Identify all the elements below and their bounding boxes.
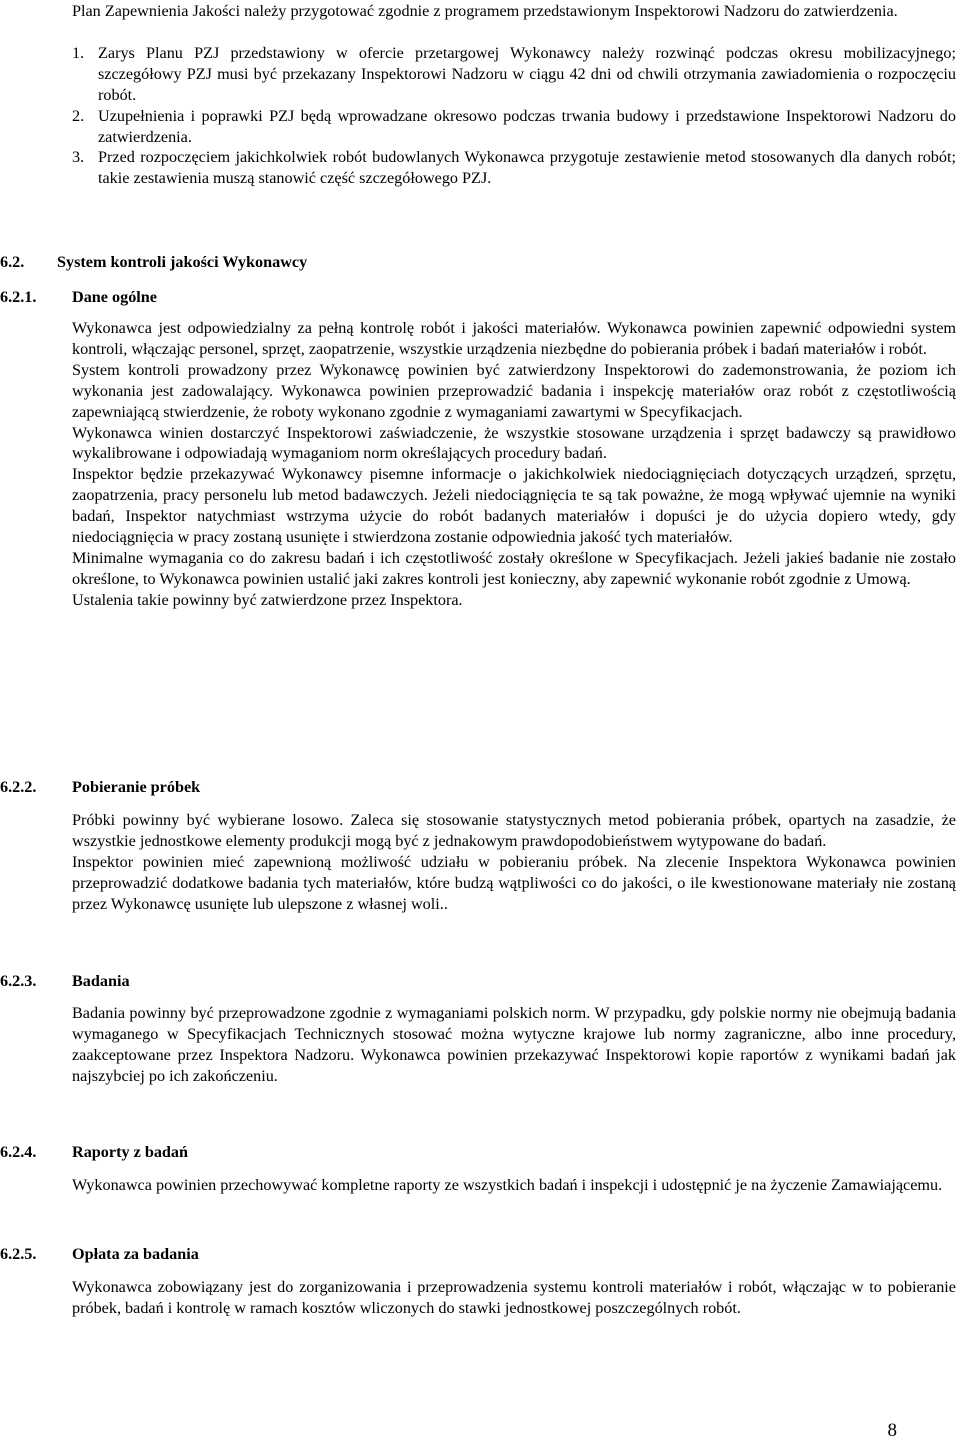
paragraph: System kontroli prowadzony przez Wykonawcę powinien być zatwierdzony Inspektorowi do zademonstrowania, że poziom ich wykonania jest zadowalający. Wykonawca powinien przeprowadzić badania i inspekcję materiałów oraz robót z częstotliwością zapewniającą stwierdzenie, że roboty wykonano zgodnie z wymaganiami zawartymi w Specyfikacjach. — [72, 360, 956, 421]
section-heading-6-2-5 — [0, 1244, 900, 1265]
section-body-6-2-4 — [72, 1175, 956, 1196]
section-heading-6-2-2 — [0, 777, 900, 798]
section-number: 6.2.1. — [0, 288, 37, 306]
paragraph: Minimalne wymagania co do zakresu badań i ich częstotliwość zostały określone w Specyfikacjach. Jeżeli jakieś badanie nie zostało określone, to Wykonawca powinien ustalić jaki zakres kontroli jest konieczny, aby zapewnić wykonanie robót zgodnie z Umową. — [72, 548, 956, 588]
paragraph: Inspektor powinien mieć zapewnioną możliwość udziału w pobieraniu próbek. Na zlecenie Inspektora Wykonawca powinien przeprowadzić dodatkowe badania tych materiałów, które budzą wątpliwości co do jakości, o ile kwestionowane materiały nie zostaną przez Wykonawcę usunięte lub ulepszone z własnej woli.. — [72, 852, 956, 913]
section-body-6-2-1 — [72, 318, 956, 611]
list-item-text: Przed rozpoczęciem jakichkolwiek robót budowlanych Wykonawca przygotuje zestawienie metod stosowanych dla danych robót; takie zestawienia muszą stanowić część szczegółowego PZJ. — [98, 148, 956, 188]
list-item — [72, 106, 956, 148]
paragraph: Wykonawca jest odpowiedzialny za pełną kontrolę robót i jakości materiałów. Wykonawca powinien zapewnić odpowiedni system kontroli, włączając personel, sprzęt, zaopatrzenie, wszystkie urządzenia niezbędne do pobierania próbek i badań materiałów i robót. — [72, 319, 956, 358]
paragraph: Wykonawca powinien przechowywać kompletne raporty ze wszystkich badań i inspekcji i udostępnić je na życzenie Zamawiającemu. — [72, 1176, 943, 1194]
section-title: Pobieranie próbek — [72, 778, 201, 796]
section-number: 6.2. — [0, 253, 25, 271]
section-number: 6.2.2. — [0, 778, 37, 796]
section-title: Opłata za badania — [72, 1245, 199, 1263]
section-body-6-2-5 — [72, 1277, 956, 1319]
section-number: 6.2.4. — [0, 1143, 37, 1161]
section-title: Dane ogólne — [72, 288, 157, 306]
paragraph: Inspektor będzie przekazywać Wykonawcy pisemne informacje o jakichkolwiek niedociągnięciach dotyczących urządzeń, sprzętu, zaopatrzenia, pracy personelu lub metod badawczych. Jeżeli niedociągnięcia te są tak poważne, że mogą wpływać ujemnie na wyniki badań, Inspektor natychmiast wstrzyma użycie do robót badanych materiałów i dopuści je do użycia dopiero wtedy, gdy niedociągnięcia w pracy zostaną usunięte i stwierdzona zostanie odpowiednia jakość tych materiałów. — [72, 465, 956, 547]
paragraph: Ustalenia takie powinny być zatwierdzone przez Inspektora. — [72, 590, 463, 609]
section-heading-6-2-1 — [0, 287, 900, 308]
section-heading-6-2-3 — [0, 971, 900, 992]
list-item-number: 3. — [72, 148, 85, 167]
paragraph: Badania powinny być przeprowadzone zgodnie z wymaganiami polskich norm. W przypadku, gdy polskie normy nie obejmują badania wymaganego w Specyfikacjach Technicznych stosować można wytyczne krajowe lub normy zagraniczne, albo inne procedury, zaakceptowane przez Inspektora Nadzoru. Wykonawca powinien przekazywać Inspektorowi kopie raportów z wynikami badań jak najszybciej po ich zakończeniu. — [72, 1004, 956, 1085]
paragraph: Próbki powinny być wybierane losowo. Zaleca się stosowanie statystycznych metod pobierania próbek, opartych na zasadzie, że wszystkie jednostkowe elementy produkcji mogą być z jednakowym prawdopodobieństwem wytypowane do badań. — [72, 811, 956, 850]
pzj-list — [72, 43, 956, 189]
page-number: 8 — [887, 1420, 897, 1441]
list-item — [72, 147, 956, 189]
section-body-6-2-3 — [72, 1003, 956, 1087]
section-number: 6.2.5. — [0, 1245, 37, 1263]
section-title: Badania — [72, 972, 130, 990]
intro-paragraph: Plan Zapewnienia Jakości należy przygotować zgodnie z programem przedstawionym Inspektorowi Nadzoru do zatwierdzenia. — [72, 2, 898, 20]
paragraph: Wykonawca winien dostarczyć Inspektorowi zaświadczenie, że wszystkie stosowane urządzenia i sprzęt badawczy są prawidłowo wykalibrowane i odpowiadają wymaganiom norm określających procedury badań. — [72, 423, 956, 463]
list-item-text: Uzupełnienia i poprawki PZJ będą wprowadzane okresowo podczas trwania budowy i przedstawione Inspektorowi Nadzoru do zatwierdzenia. — [98, 106, 956, 146]
section-title: Raporty z badań — [72, 1143, 189, 1161]
section-body-6-2-2 — [72, 810, 956, 915]
list-item-text: Zarys Planu PZJ przedstawiony w ofercie przetargowej Wykonawcy należy rozwinąć podczas okresu mobilizacyjnego; szczegółowy PZJ musi być przekazany Inspektorowi Nadzoru w ciągu 42 dni od chwili otrzymania zawiadomienia o rozpoczęciu robót. — [98, 44, 956, 104]
list-item-number: 1. — [72, 44, 85, 62]
section-number: 6.2.3. — [0, 972, 37, 990]
list-item — [72, 43, 956, 106]
paragraph: Wykonawca zobowiązany jest do zorganizowania i przeprowadzenia systemu kontroli materiałów i robót, włączając w to pobieranie próbek, badań i kontrolę w ramach kosztów wliczonych do stawki jednostkowej poszczególnych robót. — [72, 1278, 956, 1317]
section-heading-6-2-4 — [0, 1142, 900, 1163]
section-title: System kontroli jakości Wykonawcy — [57, 253, 308, 271]
list-item-number: 2. — [72, 106, 85, 125]
section-heading-6-2 — [0, 252, 900, 273]
